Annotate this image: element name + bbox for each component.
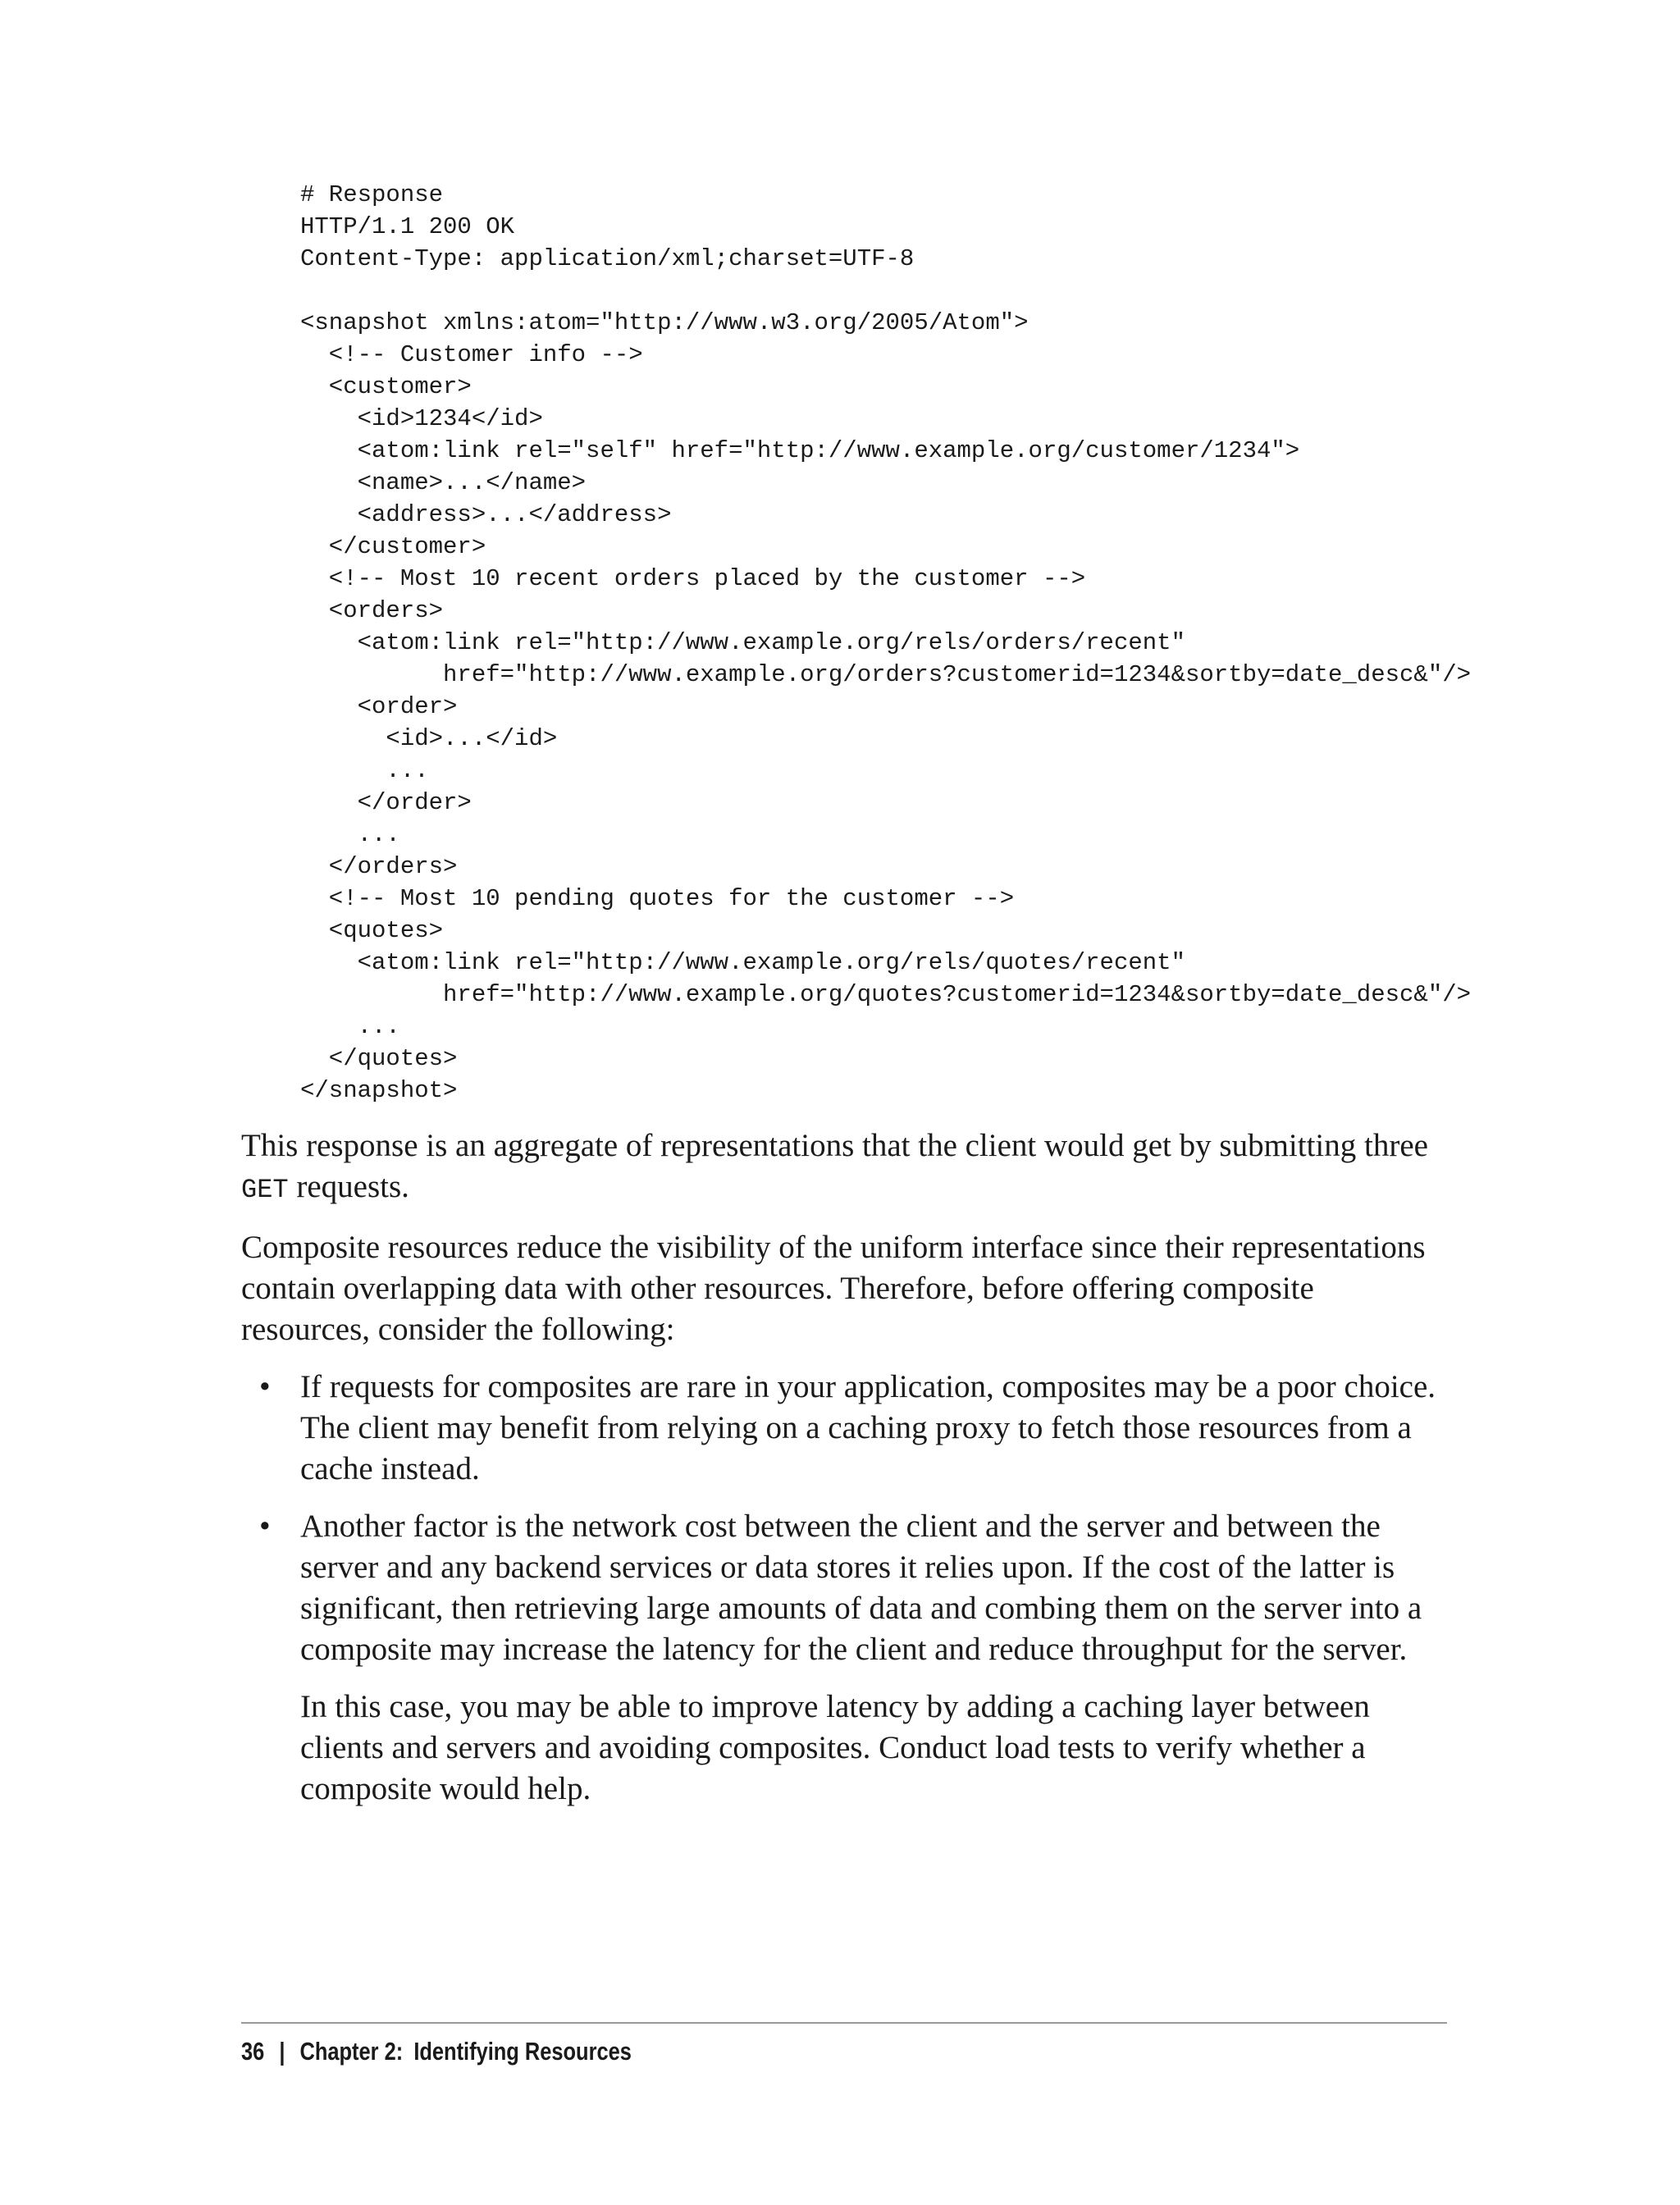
code-line: Content-Type: application/xml;charset=UTF-8 (300, 245, 915, 272)
code-line: <atom:link rel="http://www.example.org/rels/quotes/recent" (300, 949, 1185, 976)
list-item (241, 1367, 1447, 1490)
code-line: HTTP/1.1 200 OK (300, 213, 515, 240)
body-text (241, 1125, 1447, 1826)
paragraph-aggregate (241, 1125, 1447, 1211)
code-line: ... (300, 757, 429, 784)
code-line: <atom:link rel="self" href="http://www.example.org/customer/1234"> (300, 437, 1300, 464)
paragraph-composite-visibility: Composite resources reduce the visibility of the uniform interface since their representations contain overlapping data with other resources. Therefore, before offering composite resources, consider the following: (241, 1230, 1426, 1347)
page-footer (241, 2037, 632, 2066)
bullet-icon: • (259, 1369, 271, 1404)
code-line: <id>...</id> (300, 725, 558, 752)
chapter-label: Chapter 2: (299, 2037, 404, 2066)
code-line: </customer> (300, 533, 486, 560)
code-line: </orders> (300, 853, 458, 880)
code-line: <!-- Most 10 recent orders placed by the customer --> (300, 565, 1086, 592)
code-line: # Response (300, 181, 444, 208)
code-line: <!-- Most 10 pending quotes for the customer --> (300, 885, 1015, 912)
code-line: <orders> (300, 597, 444, 624)
code-line: <address>...</address> (300, 501, 672, 528)
code-line: <customer> (300, 373, 472, 400)
code-line: href="http://www.example.org/quotes?customerid=1234&sortby=date_desc&"/> (300, 981, 1472, 1008)
code-line: <atom:link rel="http://www.example.org/rels/orders/recent" (300, 629, 1185, 656)
code-line: </quotes> (300, 1045, 458, 1072)
code-line: <!-- Customer info --> (300, 341, 643, 368)
code-line: </order> (300, 789, 472, 816)
list-item (241, 1506, 1447, 1810)
code-line: ... (300, 821, 400, 848)
code-line: <name>...</name> (300, 469, 587, 496)
code-line: <order> (300, 693, 458, 720)
bullet-icon: • (259, 1509, 271, 1544)
code-line (300, 275, 1471, 307)
bullet-text-caching-layer: In this case, you may be able to improve latency by adding a caching layer between clients and servers and avoiding composites. Conduct load tests to verify whether a composite would help. (300, 1689, 1370, 1806)
considerations-list (241, 1367, 1447, 1810)
footer-divider (241, 2022, 1447, 2024)
code-line: <id>1234</id> (300, 405, 543, 432)
code-line: <quotes> (300, 917, 444, 944)
code-line: </snapshot> (300, 1077, 458, 1104)
code-line: ... (300, 1013, 400, 1040)
page-number: 36 (241, 2037, 265, 2066)
bullet-text-rare-requests: If requests for composites are rare in your application, composites may be a poor choice. The client may benefit from relying on a caching proxy to fetch those resources from a cache instead. (300, 1369, 1436, 1486)
code-line: <snapshot xmlns:atom="http://www.w3.org/2005/Atom"> (300, 309, 1029, 336)
code-line: href="http://www.example.org/orders?customerid=1234&sortby=date_desc&"/> (300, 661, 1472, 688)
bullet-text-network-cost: Another factor is the network cost between the client and the server and between the server and any backend services or data stores it relies upon. If the cost of the latter is significant, then retrieving large amounts of data and combing them on the server into a composite may increase the latency for the client and reduce throughput for the server. (300, 1509, 1422, 1667)
chapter-title: Identifying Resources (413, 2037, 632, 2066)
inline-code-get: GET (241, 1175, 289, 1205)
footer-separator: | (279, 2037, 285, 2066)
paragraph-aggregate-text: This response is an aggregate of representations that the client would get by submitting three (241, 1128, 1428, 1163)
paragraph-aggregate-end: requests. (288, 1169, 409, 1204)
code-listing (300, 179, 1471, 1107)
